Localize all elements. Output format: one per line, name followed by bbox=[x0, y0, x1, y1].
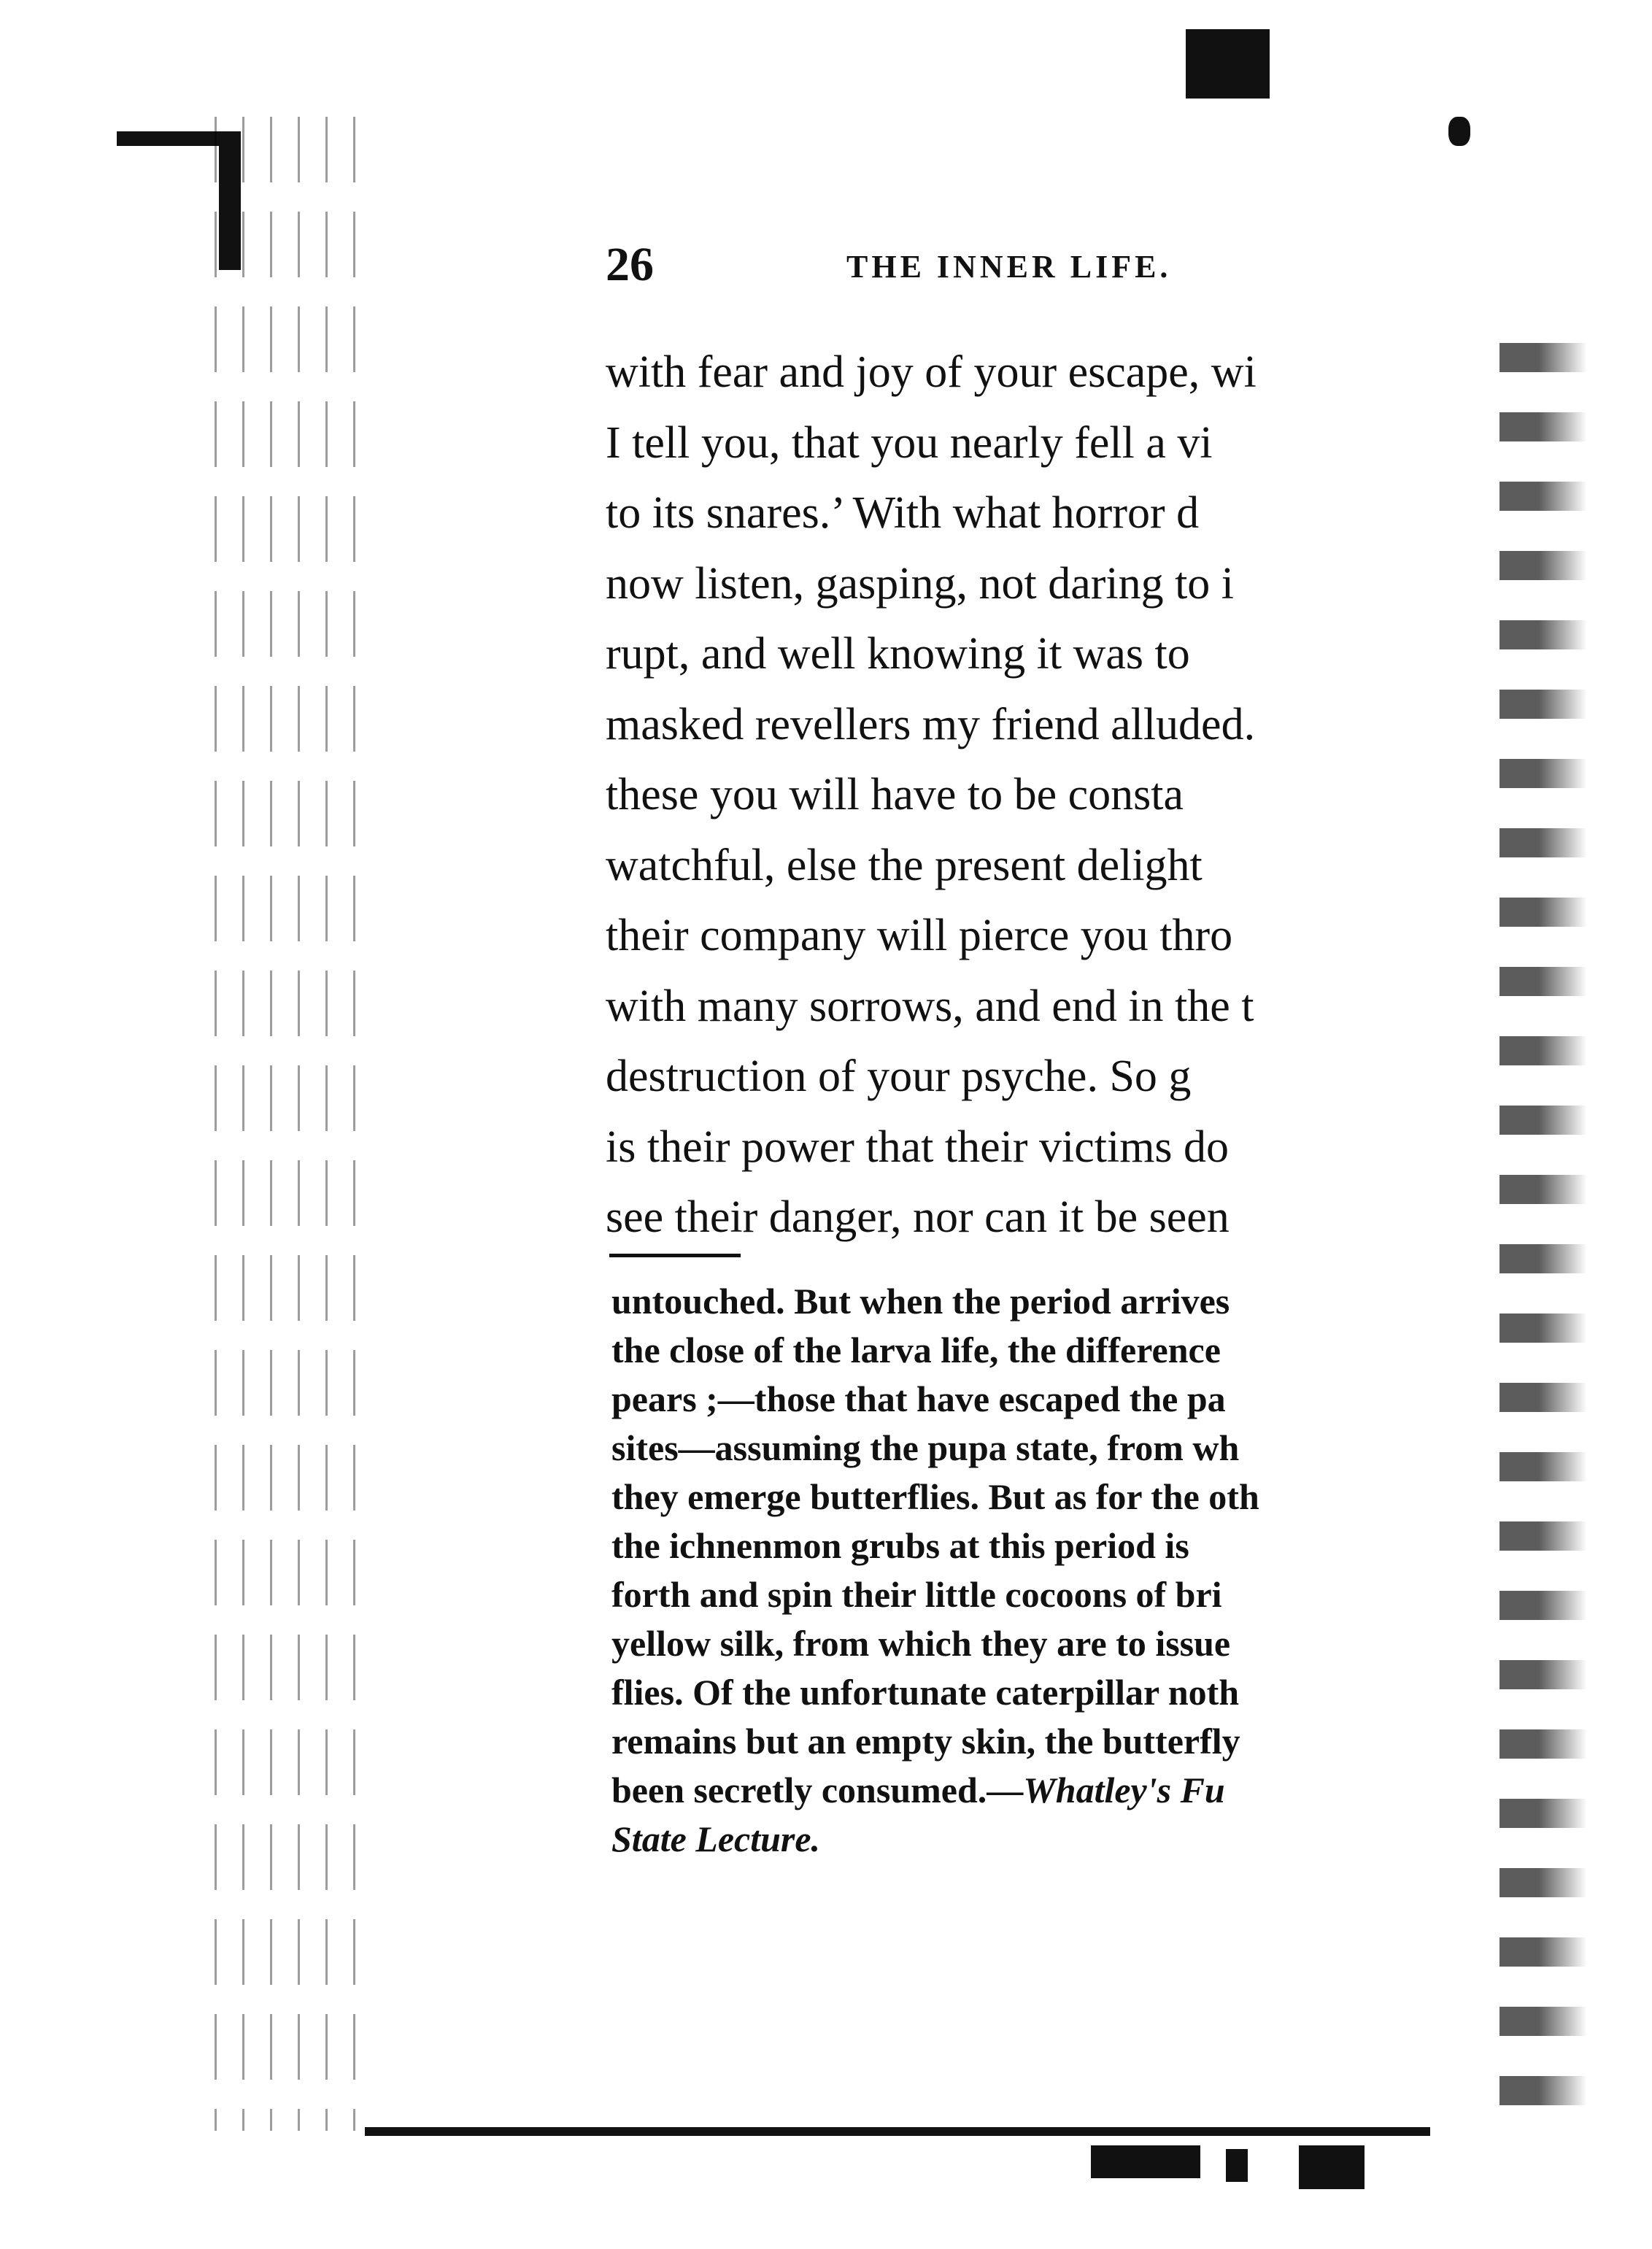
footnote-line: pears ;—those that have escaped the pa bbox=[611, 1378, 1226, 1419]
scan-artifact-top-block bbox=[1186, 29, 1270, 99]
footnote-citation-continued: State Lecture. bbox=[611, 1818, 821, 1859]
body-line: watchful, else the present delight bbox=[606, 840, 1203, 890]
scan-artifact-bottom-block-2 bbox=[1226, 2149, 1248, 2182]
body-line: I tell you, that you nearly fell a vi bbox=[606, 417, 1213, 468]
body-line: with fear and joy of your escape, wi bbox=[606, 347, 1257, 397]
footnote-line: the ichnenmon grubs at this period is bbox=[611, 1525, 1189, 1566]
footnote bbox=[611, 1277, 1509, 1864]
body-line: now listen, gasping, not daring to i bbox=[606, 558, 1235, 609]
footnote-line-with-citation bbox=[611, 1766, 1509, 1815]
page-header bbox=[606, 232, 1452, 298]
footnote-text: been secretly consumed.— bbox=[611, 1770, 1024, 1810]
body-line: to its snares.’ With what horror d bbox=[606, 488, 1200, 538]
footnote-line: remains but an empty skin, the butterfly bbox=[611, 1721, 1240, 1762]
footnote-line: the close of the larva life, the difference bbox=[611, 1330, 1221, 1370]
footnote-line: sites—assuming the pupa state, from wh bbox=[611, 1427, 1240, 1468]
footnote-citation: Whatley's Fu bbox=[1023, 1770, 1225, 1810]
scan-artifact-binding-edge bbox=[204, 117, 365, 2131]
body-text bbox=[606, 337, 1514, 1253]
body-line: with many sorrows, and end in the t bbox=[606, 981, 1254, 1031]
body-line: masked revellers my friend alluded. bbox=[606, 699, 1256, 749]
footnote-line: yellow silk, from which they are to issue bbox=[611, 1623, 1231, 1664]
body-line: rupt, and well knowing it was to bbox=[606, 629, 1190, 679]
body-line: destruction of your psyche. So g bbox=[606, 1052, 1192, 1101]
footnote-line: forth and spin their little cocoons of bri bbox=[611, 1574, 1222, 1615]
running-title: THE INNER LIFE. bbox=[846, 249, 1172, 285]
body-line: is their power that their victims do bbox=[606, 1122, 1230, 1172]
footnote-line: they emerge butterflies. But as for the oth bbox=[611, 1476, 1259, 1517]
footnote-line: flies. Of the unfortunate caterpillar noth bbox=[611, 1672, 1240, 1713]
scan-artifact-bottom-rule bbox=[365, 2127, 1430, 2136]
page-number: 26 bbox=[606, 238, 654, 291]
body-line: their company will pierce you thro bbox=[606, 911, 1233, 960]
footnote-rule bbox=[609, 1254, 741, 1257]
body-line: see their danger, nor can it be seen bbox=[606, 1192, 1230, 1242]
body-line: these you will have to be consta bbox=[606, 770, 1184, 819]
footnote-line: untouched. But when the period arrives bbox=[611, 1281, 1230, 1322]
scan-artifact-bottom-block-1 bbox=[1091, 2145, 1200, 2178]
scan-artifact-top-right-speck bbox=[1448, 117, 1470, 146]
scan-artifact-bottom-block-3 bbox=[1299, 2145, 1365, 2189]
